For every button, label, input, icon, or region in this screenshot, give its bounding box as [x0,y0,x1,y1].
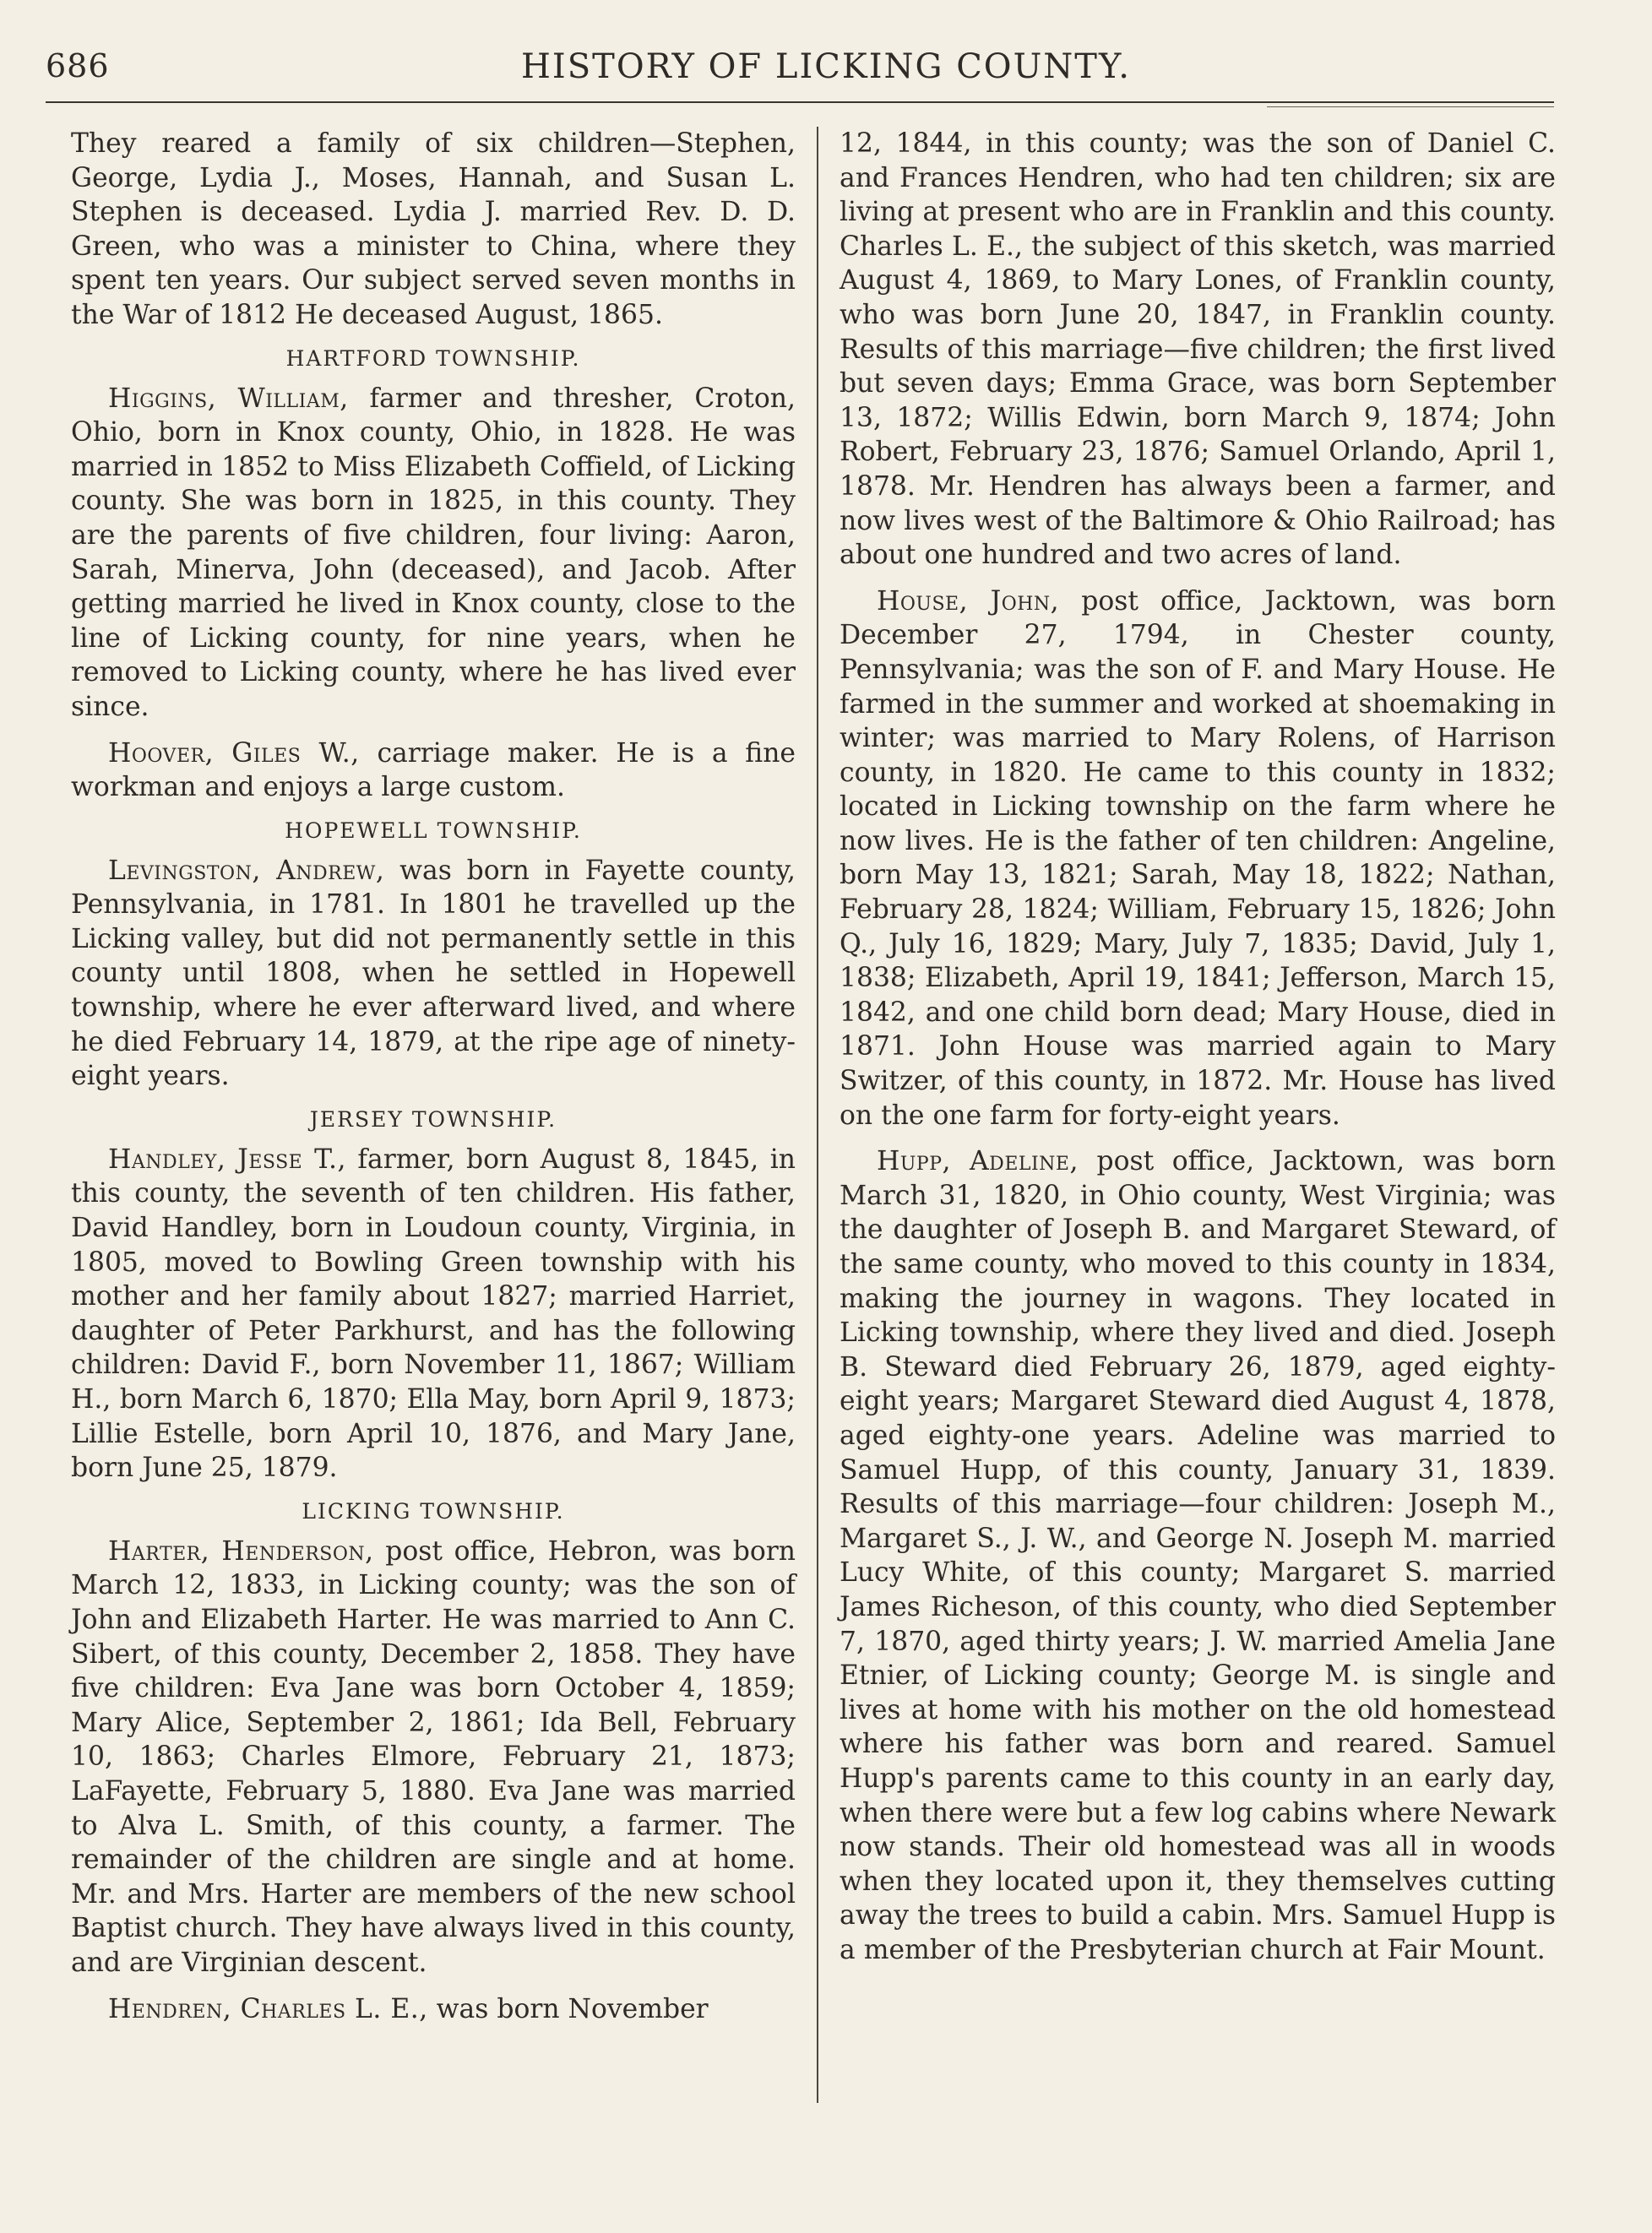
section-heading: HOPEWELL TOWNSHIP. [285,818,582,843]
section-heading: LICKING TOWNSHIP. [302,1498,565,1524]
header-rule [46,101,1554,103]
section-heading: HARTFORD TOWNSHIP. [285,345,581,371]
page-number: 686 [46,47,110,84]
entry-text: was born November [427,1993,709,2024]
paragraph: They reared a family of six children—Stephen, George, Lydia J., Moses, Hannah, and Susan L. Stephen is deceased. Lydia J. married Rev. D. D. Green, who was a minister to China, where they spent ten years. Our subject served seven months in the War of 1812 He deceased August, 1865. [71,128,796,330]
paragraph: 12, 1844, in this county; was the son of Daniel C. and Frances Hendren, who had ten children; six are living at present who are in Franklin and this county. Charles L. E., the subject of this sketch, was married August 4, 1869, to Mary Lones, of Franklin county, who was born June 20, 1847, in Franklin county. Results of this marriage—five children; the first lived but seven days; Emma Grace, was born September 13, 1872; Willis Edwin, born March 9, 1874; John Robert, February 23, 1876; Samuel Orlando, April 1, 1878. Mr. Hendren has always been a farmer, and now lives west of the Baltimore & Ohio Railroad; has about one hundred and two acres of land. [840,128,1556,571]
entry-name: House, John, [877,585,1060,617]
biography-entry [71,1143,796,1486]
biography-entry [840,584,1556,1133]
column-divider [817,127,818,2103]
biography-entry [71,1992,796,2027]
header-rule-secondary [1267,106,1554,107]
entry-text: was born in Fayette county, Pennsylvania, in 1781. In 1801 he travelled up the Licking valley, but did not permanently settle in this county until 1808, when he settled in Hopewell township, where he ever afterward lived, and where he died February 14, 1879, at the ripe age of ninety-eight years. [71,855,796,1092]
section-heading: JERSEY TOWNSHIP. [309,1106,557,1132]
running-title: HISTORY OF LICKING COUNTY. [521,47,1131,86]
biography-entry [71,854,796,1094]
entry-name: Hendren, Charles L. E., [108,1993,428,2024]
entry-text: farmer and thresher, Croton, Ohio, born in Knox county, Ohio, in 1828. He was married in 1852 to Miss Elizabeth Coffield, of Licking county. She was born in 1825, in this county. They are the parents of five children, four living: Aaron, Sarah, Minerva, John (deceased), and Jacob. After getting married he lived in Knox county, close to the line of Licking county, for nine years, when he removed to Licking county, where he has lived ever since. [71,383,796,722]
entry-text: post office, Jacktown, was born March 31, 1820, in Ohio county, West Virginia; was the daughter of Joseph B. and Margaret Steward, of the same county, who moved to this county in 1834, making the journey in wagons. They located in Licking township, where they lived and died. Joseph B. Steward died February 26, 1879, aged eighty-eight years; Margaret Steward died August 4, 1878, aged eighty-one years. Adeline was married to Samuel Hupp, of this county, January 31, 1839. Results of this marriage—four children: Joseph M., Margaret S., J. W., and George N. Joseph M. married Lucy White, of this county; Margaret S. married James Richeson, of this county, who died September 7, 1870, aged thirty years; J. W. married Amelia Jane Etnier, of Licking county; George M. is single and lives at home with his mother on the old homestead where his father was born and reared. Samuel Hupp's parents came to this county in an early day, when there were but a few log cabins where Newark now stands. Their old homestead was all in woods when they located upon it, they themselves cutting away the trees to build a cabin. Mrs. Samuel Hupp is a member of the Presbyterian church at Fair Mount. [840,1146,1556,1965]
biography-entry [71,1535,796,1980]
entry-text: farmer, born August 8, 1845, in this county, the seventh of ten children. His father, David Handley, born in Loudoun county, Virginia, in 1805, moved to Bowling Green township with his mother and her family about 1827; married Harriet, daughter of Peter Parkhurst, and has the following children: David F., born November 11, 1867; William H., born March 6, 1870; Ella May, born April 9, 1873; Lillie Estelle, born April 10, 1876, and Mary Jane, born June 25, 1879. [71,1144,796,1484]
entry-name: Levingston, Andrew, [108,855,385,886]
entry-name: Hoover, Giles W., [108,737,360,769]
page-header [46,34,1606,93]
entry-name: Higgins, William, [108,383,349,414]
entry-name: Handley, Jesse T., [108,1144,346,1175]
biography-entry [840,1144,1556,1967]
entry-name: Hupp, Adeline, [877,1146,1079,1177]
entry-text: carriage maker. He is a fine workman and enjoys a large custom. [71,737,796,803]
entry-text: post office, Hebron, was born March 12, 1833, in Licking county; was the son of John and Elizabeth Harter. He was married to Ann C. Sibert, of this county, December 2, 1858. They have five children: Eva Jane was born October 4, 1859; Mary Alice, September 2, 1861; Ida Bell, February 10, 1863; Charles Elmore, February 21, 1873; LaFayette, February 5, 1880. Eva Jane was married to Alva L. Smith, of this county, a farmer. The remainder of the children are single and at home. Mr. and Mrs. Harter are members of the new school Baptist church. They have always lived in this county, and are Virginian descent. [71,1535,796,1978]
left-column [71,127,796,2038]
biography-entry [71,382,796,725]
entry-text: post office, Jacktown, was born December 27, 1794, in Chester county, Pennsylvania; was the son of F. and Mary House. He farmed in the summer and worked at shoemaking in winter; was married to Mary Rolens, of Harrison county, in 1820. He came to this county in 1832; located in Licking township on the farm where he now lives. He is the father of ten children: Angeline, born May 13, 1821; Sarah, May 18, 1822; Nathan, February 28, 1824; William, February 15, 1826; John Q., July 16, 1829; Mary, July 7, 1835; David, July 1, 1838; Elizabeth, April 19, 1841; Jefferson, March 15, 1842, and one child born dead; Mary House, died in 1871. John House was married again to Mary Switzer, of this county, in 1872. Mr. House has lived on the one farm for forty-eight years. [840,585,1556,1131]
right-column [840,127,1556,1979]
biography-entry [71,736,796,805]
entry-name: Harter, Henderson, [108,1535,374,1567]
